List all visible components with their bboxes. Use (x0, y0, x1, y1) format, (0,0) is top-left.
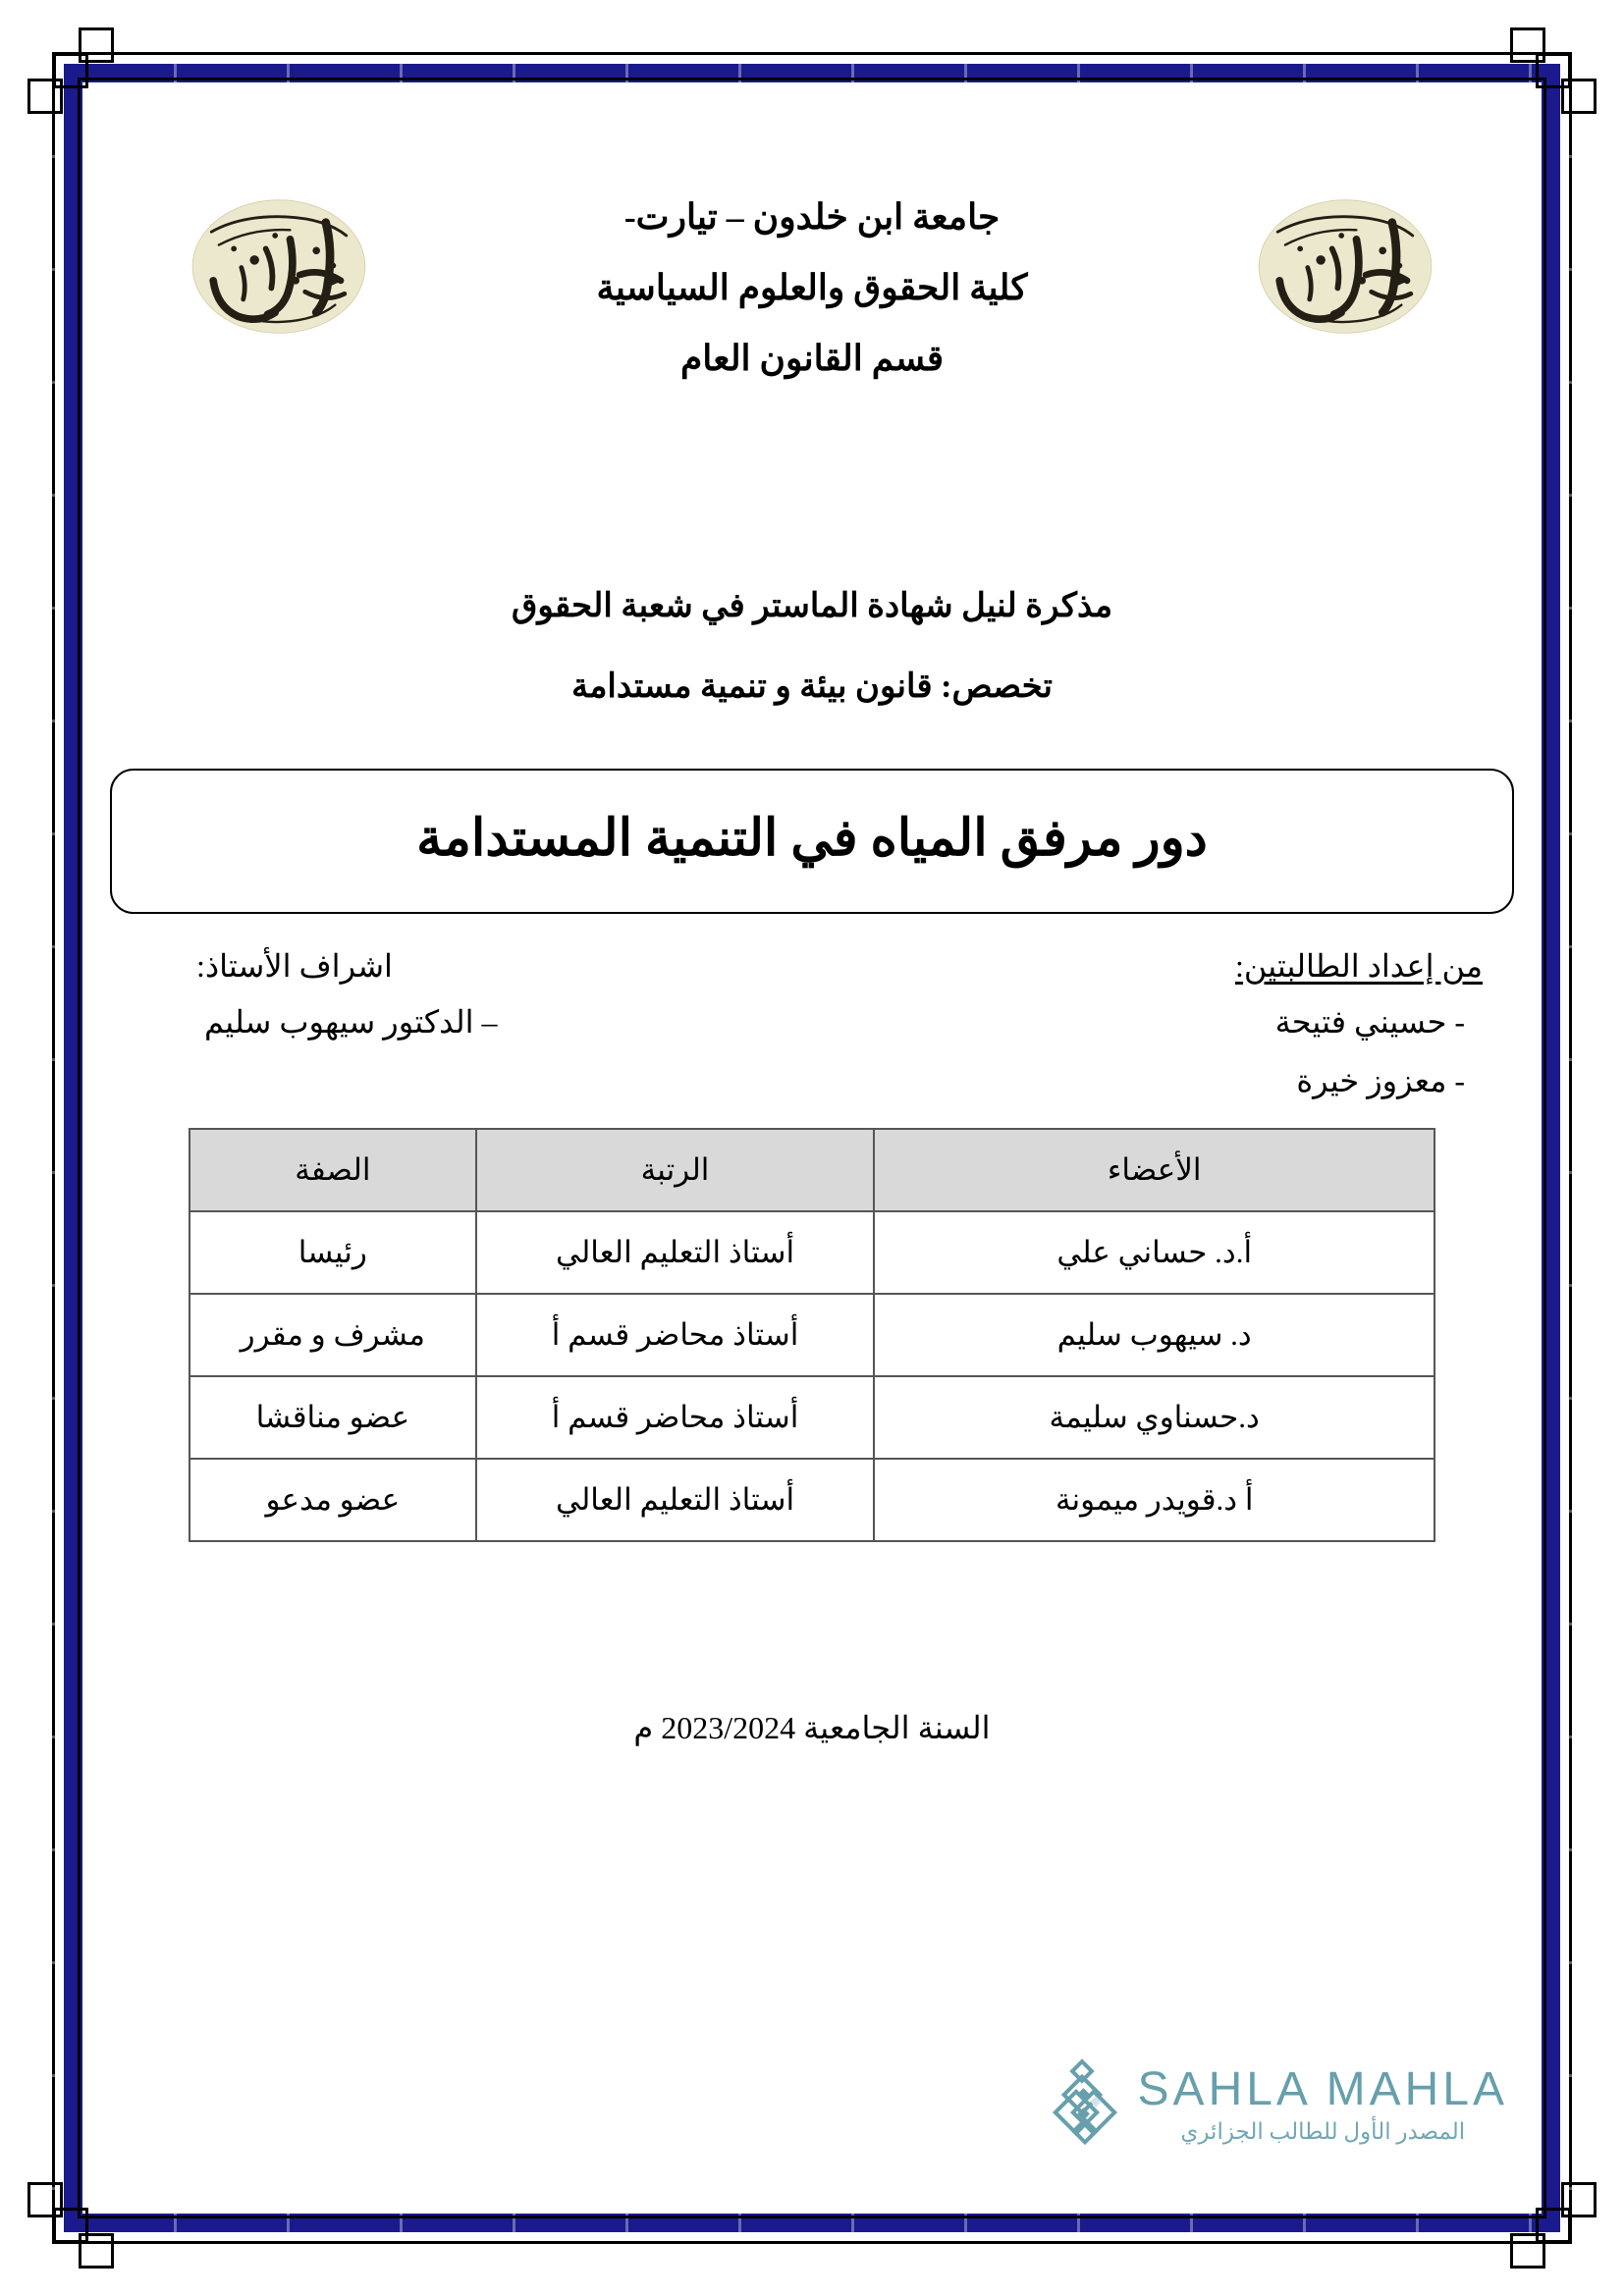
jury-member-rank: أستاذ التعليم العالي (476, 1459, 875, 1541)
jury-member-role: عضو مدعو (189, 1459, 476, 1541)
corner-knot-top-left-a (53, 53, 88, 88)
degree-line: مذكرة لنيل شهادة الماستر في شعبة الحقوق (511, 588, 1113, 624)
academic-year-block (108, 1709, 1516, 1746)
jury-member-rank: أستاذ محاضر قسم أ (476, 1376, 875, 1459)
corner-knot-bottom-right-a (1536, 2208, 1571, 2243)
jury-member-name: د.حسناوي سليمة (874, 1376, 1435, 1459)
column-header-rank: الرتبة (476, 1129, 875, 1211)
students-heading: من إعداد الطالبتين: (1234, 948, 1483, 984)
student-name-1: - حسيني فتيحة (1274, 1004, 1465, 1040)
supervisor-column (108, 939, 839, 1051)
student-name-2: - معزوز خيرة (1296, 1063, 1465, 1098)
watermark-text (1138, 2064, 1508, 2147)
jury-member-role: مشرف و مقرر (189, 1294, 476, 1376)
column-header-role: الصفة (189, 1129, 476, 1211)
thesis-title: دور مرفق المياه في التنمية المستدامة (416, 811, 1208, 867)
jury-member-rank: أستاذ التعليم العالي (476, 1211, 875, 1294)
corner-knot-bottom-right-b (1510, 2233, 1545, 2269)
corner-knot-top-right-a (1536, 53, 1571, 88)
authors-and-supervisor-block (108, 939, 1516, 1110)
ibn-khaldoun-university-seal-left-icon (185, 194, 373, 340)
ibn-khaldoun-university-seal-right-icon (1251, 194, 1439, 340)
degree-statement (108, 566, 1516, 727)
supervisor-heading: اشراف الأستاذ: (196, 948, 393, 984)
table-row (189, 1211, 1435, 1294)
watermark-brand: SAHLA MAHLA (1137, 2063, 1508, 2115)
table-header-row (189, 1129, 1435, 1211)
supervisor-name-1: – الدكتور سيهوب سليم (204, 1004, 498, 1040)
jury-member-name: أ.د. حساني علي (874, 1211, 1435, 1294)
jury-member-name: أ د.قويدر ميمونة (874, 1459, 1435, 1541)
academic-year-text: السنة الجامعية 2023/2024 م (633, 1710, 991, 1745)
corner-knot-bottom-left-c (27, 2182, 63, 2217)
jury-member-rank: أستاذ محاضر قسم أ (476, 1294, 875, 1376)
corner-knot-bottom-left-b (79, 2233, 114, 2269)
faculty-name-line: كلية الحقوق والعلوم السياسية (596, 268, 1028, 307)
watermark-tagline: المصدر الأول للطالب الجزائري (1180, 2119, 1466, 2144)
jury-member-role: عضو مناقشا (189, 1376, 476, 1459)
corner-knot-top-left-c (27, 79, 63, 114)
sahla-mahla-watermark (1052, 2058, 1508, 2153)
table-row (189, 1376, 1435, 1459)
specialization-line: تخصص: قانون بيئة و تنمية مستدامة (570, 668, 1053, 705)
corner-knot-top-left-b (79, 27, 114, 63)
corner-knot-top-right-c (1561, 79, 1597, 114)
jury-committee-table (189, 1128, 1435, 1542)
thesis-title-box (110, 769, 1514, 914)
table-row (189, 1459, 1435, 1541)
corner-knot-bottom-left-a (53, 2208, 88, 2243)
university-name-line: جامعة ابن خلدون – تيارت- (623, 197, 1001, 237)
sahla-mahla-diamond-ornament-icon (1052, 2058, 1122, 2153)
cover-page-content (108, 108, 1516, 2188)
column-header-members: الأعضاء (874, 1129, 1435, 1211)
students-column (839, 939, 1516, 1110)
department-name-line: قسم القانون العام (679, 339, 945, 378)
jury-member-name: د. سيهوب سليم (874, 1294, 1435, 1376)
header-block (108, 108, 1516, 476)
jury-member-role: رئيسا (189, 1211, 476, 1294)
table-row (189, 1294, 1435, 1376)
corner-knot-bottom-right-c (1561, 2182, 1597, 2217)
corner-knot-top-right-b (1510, 27, 1545, 63)
